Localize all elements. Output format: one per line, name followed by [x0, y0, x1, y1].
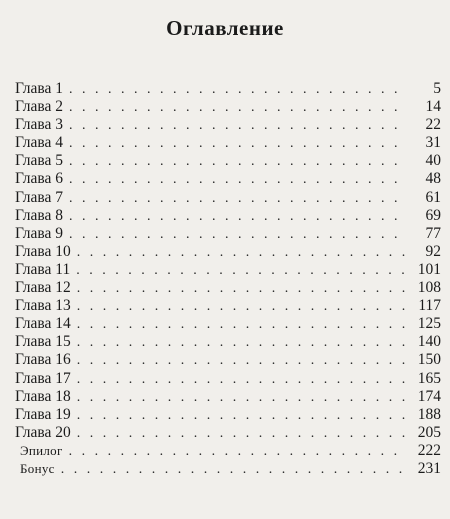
toc-entry — [15, 297, 441, 315]
toc-entry — [15, 388, 441, 406]
dot-leader — [77, 352, 405, 370]
toc-entry-page-number: 140 — [417, 333, 441, 351]
toc-entry — [15, 460, 441, 478]
toc-entry-label: Бонус — [20, 460, 55, 476]
toc-entry-label: Глава 15 — [15, 333, 71, 351]
toc-entry-page-number: 92 — [425, 242, 441, 260]
dot-leader — [77, 280, 405, 298]
toc-entry-page-number: 231 — [417, 459, 441, 477]
toc-entry-label: Глава 8 — [15, 206, 64, 224]
toc-entry-page-number: 174 — [417, 387, 441, 405]
toc-entry-page-number: 188 — [417, 405, 441, 423]
dot-leader — [77, 334, 405, 352]
toc-entry — [15, 279, 441, 297]
toc-entry-label: Глава 6 — [15, 170, 64, 188]
toc-entry — [15, 442, 441, 460]
toc-entry-page-number: 101 — [417, 260, 441, 278]
toc-entry-label: Глава 4 — [15, 134, 64, 152]
dot-leader — [69, 171, 405, 189]
toc-entry-page-number: 77 — [425, 224, 441, 242]
toc-entry — [15, 261, 441, 279]
dot-leader — [69, 443, 405, 461]
toc-entry — [15, 189, 441, 207]
toc-entry-label: Глава 19 — [15, 405, 71, 423]
toc-entry — [15, 406, 441, 424]
toc-entry-page-number: 222 — [417, 441, 441, 459]
toc-entry-page-number: 125 — [417, 315, 441, 333]
toc-entry-label: Глава 20 — [15, 423, 71, 441]
toc-entry — [15, 152, 441, 170]
table-of-contents — [15, 80, 441, 478]
toc-entry-label: Глава 14 — [15, 315, 71, 333]
toc-entry-page-number: 165 — [417, 369, 441, 387]
toc-entry-page-number: 61 — [425, 188, 441, 206]
toc-entry-page-number: 22 — [425, 116, 441, 134]
dot-leader — [77, 244, 405, 262]
toc-entry-label: Глава 16 — [15, 351, 71, 369]
toc-entry-label: Глава 7 — [15, 188, 64, 206]
toc-entry-page-number: 205 — [417, 423, 441, 441]
toc-entry — [15, 333, 441, 351]
toc-entry-label: Глава 10 — [15, 242, 71, 260]
dot-leader — [69, 226, 405, 244]
dot-leader — [69, 190, 405, 208]
toc-entry-page-number: 5 — [433, 80, 441, 97]
dot-leader — [61, 461, 405, 479]
toc-entry-page-number: 69 — [425, 206, 441, 224]
toc-entry-label: Глава 13 — [15, 297, 71, 315]
toc-entry — [15, 116, 441, 134]
dot-leader — [77, 371, 405, 389]
toc-entry — [15, 134, 441, 152]
dot-leader — [69, 99, 405, 117]
page-title: Оглавление — [166, 16, 284, 40]
toc-entry — [15, 80, 441, 98]
toc-entry — [15, 170, 441, 188]
dot-leader — [69, 81, 405, 99]
dot-leader — [69, 153, 405, 171]
toc-entry-label: Глава 1 — [15, 80, 64, 97]
toc-entry-label: Глава 3 — [15, 116, 64, 134]
dot-leader — [69, 135, 405, 153]
toc-entry — [15, 370, 441, 388]
dot-leader — [77, 316, 405, 334]
toc-entry-label: Глава 17 — [15, 369, 71, 387]
dot-leader — [77, 389, 405, 407]
toc-entry-label: Глава 18 — [15, 387, 71, 405]
dot-leader — [76, 262, 405, 280]
toc-entry-label: Глава 5 — [15, 152, 64, 170]
toc-entry-page-number: 117 — [418, 297, 441, 315]
toc-entry — [15, 315, 441, 333]
toc-entry-label: Эпилог — [20, 442, 63, 458]
toc-entry — [15, 243, 441, 261]
dot-leader — [69, 117, 405, 135]
dot-leader — [69, 208, 405, 226]
toc-entry-page-number: 14 — [425, 98, 441, 116]
toc-entry — [15, 351, 441, 369]
toc-entry-page-number: 108 — [417, 279, 441, 297]
toc-entry-page-number: 40 — [425, 152, 441, 170]
dot-leader — [77, 425, 405, 443]
toc-entry-label: Глава 11 — [15, 260, 71, 278]
toc-entry-label: Глава 12 — [15, 279, 71, 297]
dot-leader — [77, 298, 405, 316]
toc-entry-label: Глава 2 — [15, 98, 64, 116]
toc-entry — [15, 225, 441, 243]
toc-entry-page-number: 150 — [417, 351, 441, 369]
toc-entry-label: Глава 9 — [15, 224, 64, 242]
toc-entry-page-number: 48 — [425, 170, 441, 188]
toc-entry — [15, 207, 441, 225]
dot-leader — [77, 407, 405, 425]
toc-entry — [15, 424, 441, 442]
toc-entry-page-number: 31 — [425, 134, 441, 152]
toc-entry — [15, 98, 441, 116]
